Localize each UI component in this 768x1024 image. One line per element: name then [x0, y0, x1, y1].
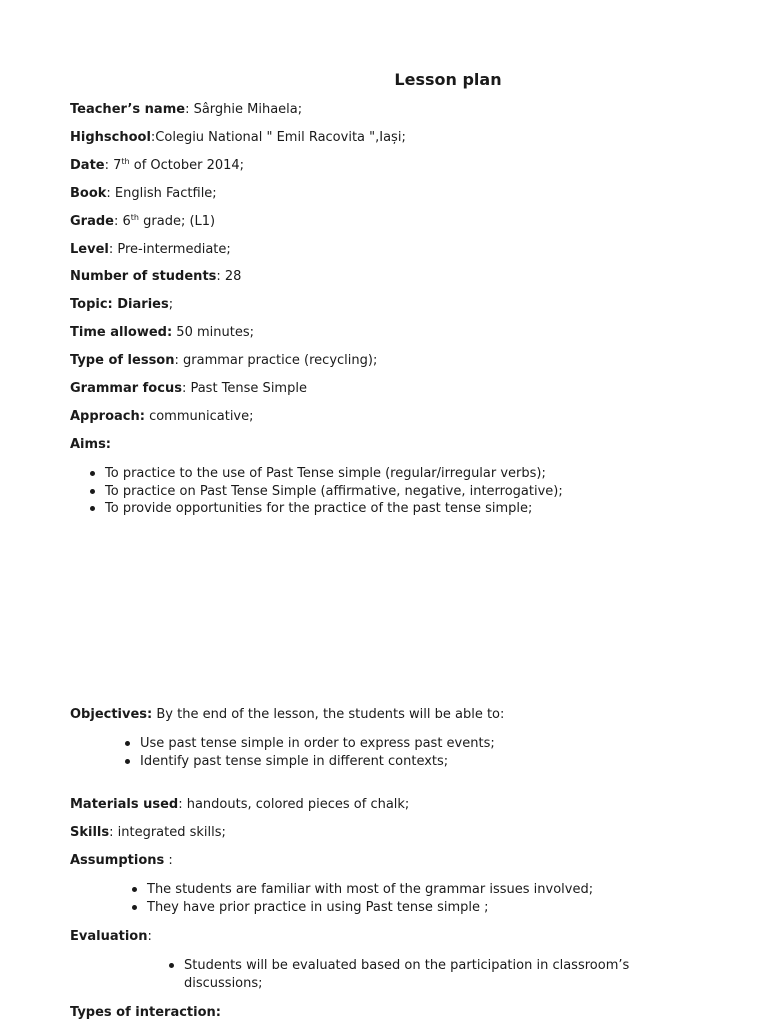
approach-label: Approach:: [70, 409, 145, 424]
materials-value: : handouts, colored pieces of chalk;: [178, 797, 410, 812]
assumptions-list: [147, 881, 593, 916]
list-item: They have prior practice in using Past tense simple ;: [147, 899, 593, 917]
time-line: [70, 324, 254, 342]
topic-line: [70, 296, 173, 314]
aims-line: [70, 436, 111, 454]
approach-value: communicative;: [144, 409, 254, 424]
topic-label: Topic: Diaries: [70, 297, 169, 312]
book-line: [70, 185, 217, 203]
level-line: [70, 241, 231, 259]
grammar-line: [70, 380, 307, 398]
highschool-label: Highschool: [70, 130, 151, 145]
grammar-value: : Past Tense Simple: [181, 381, 307, 396]
grade-value-sup: th: [130, 213, 139, 222]
type-value: : grammar practice (recycling);: [174, 353, 378, 368]
list-item: Use past tense simple in order to express past events;: [140, 736, 495, 751]
list-item: Students will be evaluated based on the participation in classroom’s discussions;: [184, 957, 674, 992]
materials-line: [70, 796, 409, 814]
teacher-line: [70, 101, 302, 119]
highschool-value: :Colegiu National " Emil Racovita ",Iași;: [150, 130, 406, 145]
date-value-sup: th: [121, 157, 130, 166]
grade-value-pre: : 6: [113, 214, 131, 229]
type-line: [70, 352, 377, 370]
book-value: : English Factfile;: [106, 186, 217, 201]
grade-line: [70, 213, 215, 231]
level-label: Level: [70, 242, 109, 257]
time-label: Time allowed:: [70, 325, 173, 340]
list-item: To practice on Past Tense Simple (affirmative, negative, interrogative);: [105, 483, 563, 499]
list-item: The students are familiar with most of the grammar issues involved;: [147, 882, 594, 897]
date-value-post: of October 2014;: [129, 158, 245, 173]
objectives-value: By the end of the lesson, the students will be able to:: [152, 707, 505, 722]
evaluation-list: [184, 957, 674, 992]
assumptions-label: Assumptions: [70, 853, 165, 868]
evaluation-value: :: [147, 929, 152, 944]
interaction-label: Types of interaction:: [70, 1005, 221, 1020]
grammar-label: Grammar focus: [70, 381, 182, 396]
date-label: Date: [70, 158, 105, 173]
time-value: 50 minutes;: [172, 325, 254, 340]
type-label: Type of lesson: [70, 353, 175, 368]
assumptions-line: [70, 852, 173, 870]
highschool-line: [70, 129, 406, 147]
interaction-line: [70, 1004, 221, 1022]
grade-label: Grade: [70, 214, 114, 229]
aims-label: Aims:: [70, 437, 111, 452]
grade-value-post: grade; (L1): [139, 214, 216, 229]
level-value: : Pre-intermediate;: [108, 242, 231, 257]
evaluation-line: [70, 928, 152, 946]
date-line: [70, 157, 244, 175]
topic-value: ;: [168, 297, 174, 312]
objectives-line: [70, 706, 504, 724]
list-item: To practice to the use of Past Tense simple (regular/irregular verbs);: [105, 465, 563, 483]
evaluation-label: Evaluation: [70, 929, 148, 944]
materials-label: Materials used: [70, 797, 179, 812]
students-label: Number of students: [70, 269, 217, 284]
book-label: Book: [70, 186, 107, 201]
objectives-list: [140, 735, 495, 770]
aims-list: [105, 465, 563, 518]
list-item: Identify past tense simple in different contexts;: [140, 753, 495, 771]
list-item: To provide opportunities for the practice of the past tense simple;: [105, 500, 563, 518]
approach-line: [70, 408, 254, 426]
objectives-label: Objectives:: [70, 707, 153, 722]
page-title: Lesson plan: [394, 70, 502, 89]
skills-line: [70, 824, 226, 842]
students-value: : 28: [216, 269, 242, 284]
assumptions-value: :: [164, 853, 173, 868]
skills-value: : integrated skills;: [109, 825, 226, 840]
date-value-pre: : 7: [104, 158, 122, 173]
skills-label: Skills: [70, 825, 110, 840]
students-line: [70, 268, 241, 286]
teacher-value: : Sârghie Mihaela;: [185, 102, 303, 117]
teacher-label: Teacher’s name: [70, 102, 186, 117]
